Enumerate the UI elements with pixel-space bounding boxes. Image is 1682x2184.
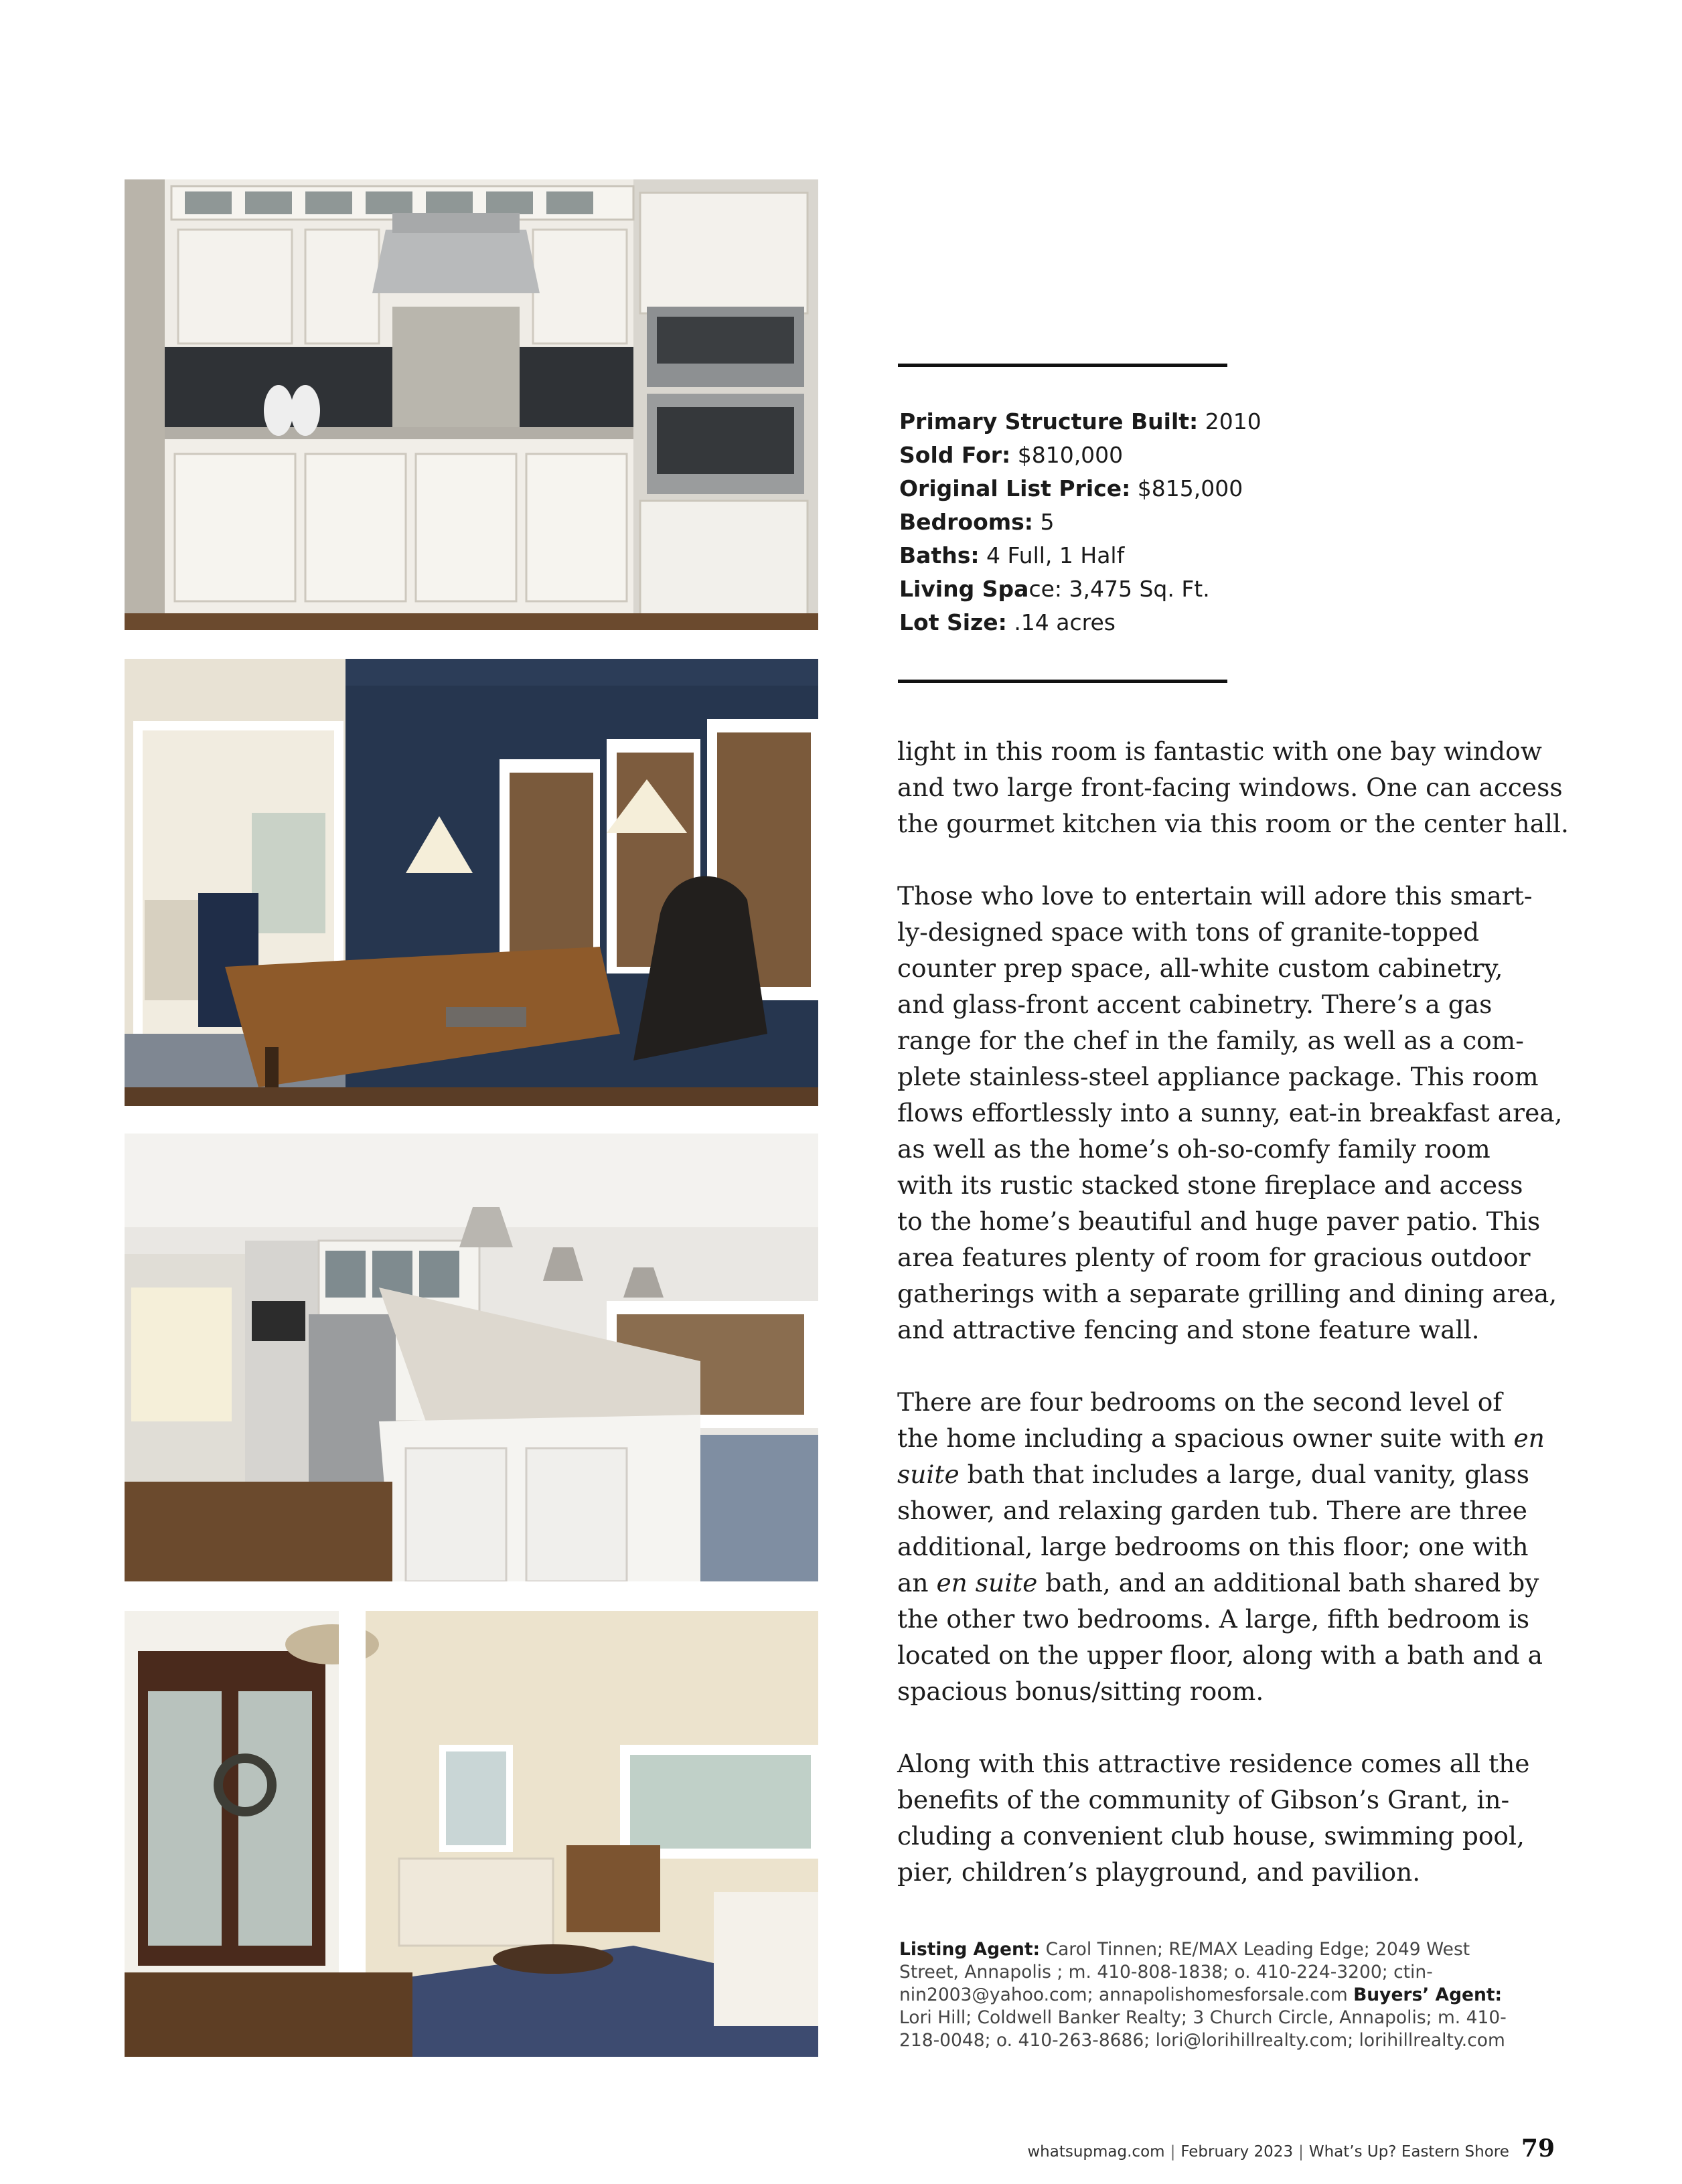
agent-info: Listing Agent: Carol Tinnen; RE/MAX Leading Edge; 2049 West Street, Annapolis ; m. 410-808-1838; o. 410-224-3200; ctin- nin2003@yahoo.com; annapolishomesforsale.com Buyers’ Agent: Lori Hill; Coldwell Banker Realty; 3 Church Circle, Annapolis; m. 410- 218-0048; o. 410-263-8686; lori@lorihillrealty.com; lorihillrealty.com <box>899 1938 1515 2052</box>
fact-sold-for: Sold For: $810,000 <box>899 442 1124 468</box>
divider-bottom <box>898 680 1227 683</box>
paragraph-2: Those who love to entertain will adore this smart- ly-designed space with tons of granite-topped counter prep space, all-white custom cabinetry, and glass-front accent cabinetry. There’s a gas range for the chef in the family, as well as a com- plete stainless-steel appliance package. This room flows effortlessly into a sunny, eat-in breakfast area, as well as the home’s oh-so-comfy family room with its rustic stacked stone fireplace and access to the home’s beautiful and huge paver patio. This area features plenty of room for gracious outdoor gatherings with a separate grilling and dining area, and attractive fencing and stone feature wall. <box>897 881 1563 1344</box>
article-body <box>897 733 1569 1926</box>
agent-line-3: nin2003@yahoo.com; annapolishomesforsale.com Buyers’ Agent: <box>899 1984 1503 2005</box>
p3-line-3: suite bath that includes a large, dual vanity, glass <box>897 1460 1529 1489</box>
kitchen-island-photo <box>125 1134 818 1581</box>
property-facts <box>899 405 1368 639</box>
kitchen-photo <box>125 179 818 630</box>
footer-separator: | <box>1298 2143 1304 2161</box>
footer-date: February 2023 <box>1180 2143 1294 2161</box>
footer-magazine: What’s Up? Eastern Shore <box>1308 2143 1509 2161</box>
paragraph-4: Along with this attractive residence comes all the benefits of the community of Gibson’s Grant, in- cluding a convenient club house, swimming pool, pier, children’s playground, and pavilion. <box>897 1749 1530 1887</box>
fact-lot-size: Lot Size: .14 acres <box>899 609 1116 635</box>
page-footer <box>1027 2134 1555 2163</box>
divider-top <box>898 364 1227 367</box>
office-photo <box>125 659 818 1106</box>
living-room-photo <box>125 1611 818 2057</box>
agent-line-1: Listing Agent: Carol Tinnen; RE/MAX Leading Edge; 2049 West <box>899 1939 1470 1960</box>
footer-separator: | <box>1170 2143 1176 2161</box>
fact-baths: Baths: 4 Full, 1 Half <box>899 542 1125 568</box>
p3-line-6: an en suite bath, and an additional bath shared by <box>897 1568 1539 1597</box>
page-number: 79 <box>1521 2134 1555 2163</box>
fact-built: Primary Structure Built: 2010 <box>899 408 1262 435</box>
fact-bedrooms: Bedrooms: 5 <box>899 509 1055 535</box>
paragraph-1: light in this room is fantastic with one bay window and two large front-facing windows. One can access the gourmet kitchen via this room or the center hall. <box>897 736 1569 838</box>
fact-living-space: Living Space: 3,475 Sq. Ft. <box>899 576 1210 602</box>
footer-site: whatsupmag.com <box>1027 2143 1165 2161</box>
fact-list-price: Original List Price: $815,000 <box>899 475 1243 501</box>
p3-line-2: the home including a spacious owner suite with en <box>897 1423 1545 1453</box>
paragraph-3: There are four bedrooms on the second level of the home including a spacious owner suite with en suite bath that includes a large, dual vanity, glass shower, and relaxing garden tub. There are three additional, large bedrooms on this floor; one with an en suite bath, and an additional bath shared by the other two bedrooms. A large, fifth bedroom is located on the upper floor, along with a bath and a spacious bonus/sitting room. <box>897 1387 1545 1706</box>
